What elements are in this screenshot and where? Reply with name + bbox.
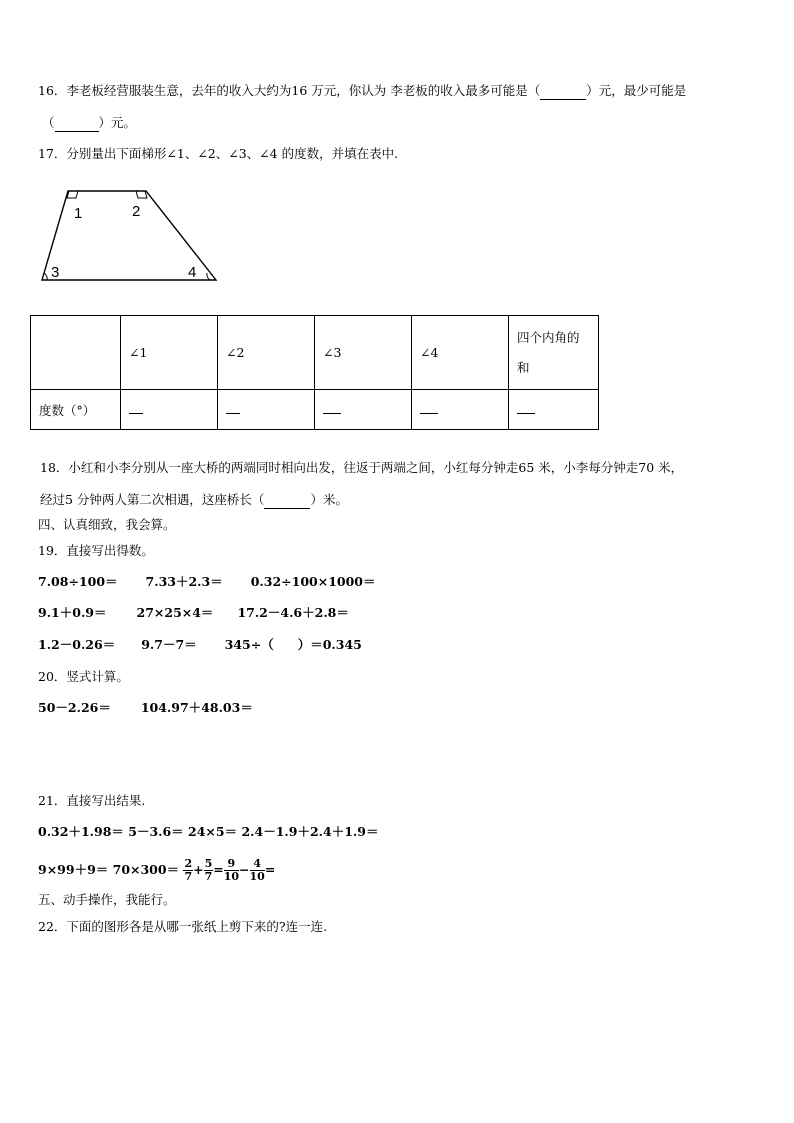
angle-label-4: 4 xyxy=(188,264,197,281)
plus-sign: + xyxy=(193,862,204,877)
q16-line1 xyxy=(38,83,686,100)
header-angle-sum xyxy=(509,316,599,390)
header-angle-2: ∠2 xyxy=(218,316,315,390)
minus-sign: − xyxy=(239,862,250,877)
section-4-heading: 四、认真细致，我会算。 xyxy=(38,517,176,532)
header-angle-4: ∠4 xyxy=(412,316,509,390)
fraction-2-7 xyxy=(183,858,193,883)
q18-line1: 18．小红和小李分别从一座大桥的两端同时相向出发，往返于两端之间，小红每分钟走65 米，小李每分钟走70 米， xyxy=(40,460,684,475)
q19-item-5: 27×25×4＝ xyxy=(136,605,214,620)
q16-line2 xyxy=(42,115,136,132)
angle-table xyxy=(30,315,599,430)
row-label-degrees: 度数（°） xyxy=(31,390,121,430)
header-sum-line1: 四个内角的 xyxy=(517,329,580,345)
frac2-num: 5 xyxy=(204,857,213,870)
frac3-den: 10 xyxy=(223,870,240,883)
q16-blank-max[interactable] xyxy=(540,83,586,100)
q19-item-8: 9.7－7＝ xyxy=(141,637,197,652)
q21-title: 21．直接写出结果. xyxy=(38,793,146,808)
q19-row3 xyxy=(38,637,362,653)
fraction-5-7 xyxy=(204,858,214,883)
q19-item-6: 17.2－4.6＋2.8＝ xyxy=(237,605,349,620)
trapezoid-figure xyxy=(36,185,221,285)
q21-row2-text: 9×99＋9＝ 70×300＝ xyxy=(38,862,180,877)
frac4-num: 4 xyxy=(250,858,265,871)
fraction-4-10 xyxy=(250,858,265,883)
angle-table-degree-row xyxy=(31,390,599,430)
q19-item-4: 9.1＋0.9＝ xyxy=(38,605,107,620)
fraction-9-10 xyxy=(224,858,239,883)
q20-item-2: 104.97＋48.03＝ xyxy=(140,700,253,715)
equals-sign-1: = xyxy=(213,862,224,877)
frac4-den: 10 xyxy=(249,870,265,883)
equals-sign-2: = xyxy=(264,862,276,877)
q19-item-9-b: ）＝0.345 xyxy=(297,637,362,652)
q19-row1 xyxy=(38,574,376,590)
q18-text-b: ）米。 xyxy=(310,492,348,507)
q18-text-a: 经过5 分钟两人第二次相遇，这座桥长（ xyxy=(40,492,265,507)
header-angle-3: ∠3 xyxy=(315,316,412,390)
q16-text-c: ）元。 xyxy=(98,115,137,130)
q19-item-1: 7.08÷100＝ xyxy=(38,574,118,589)
header-empty xyxy=(31,316,121,390)
header-sum-line2: 和 xyxy=(517,359,530,375)
frac1-den: 7 xyxy=(184,870,193,883)
frac3-num: 9 xyxy=(224,858,239,871)
section-5-heading: 五、动手操作，我能行。 xyxy=(38,892,176,907)
q19-title: 19．直接写出得数。 xyxy=(38,543,154,558)
q20-title: 20．竖式计算。 xyxy=(38,669,129,684)
q17-prompt: 17．分别量出下面梯形∠1、∠2、∠3、∠4 的度数，并填在表中. xyxy=(38,146,399,161)
q20-row xyxy=(38,700,253,716)
q22-prompt: 22．下面的图形各是从哪一张纸上剪下来的?连一连. xyxy=(38,919,328,934)
q16-text-b: ）元，最少可能是 xyxy=(586,83,687,98)
q21-row1: 0.32＋1.98＝ 5－3.6＝ 24×5＝ 2.4－1.9＋2.4＋1.9＝ xyxy=(38,824,379,839)
angle-label-2: 2 xyxy=(132,203,141,220)
angle-table-header-row xyxy=(31,316,599,390)
q19-item-2: 7.33＋2.3＝ xyxy=(145,574,223,589)
angle-label-3: 3 xyxy=(51,264,60,281)
q19-item-7: 1.2－0.26＝ xyxy=(38,637,116,652)
q18-blank-length[interactable] xyxy=(264,492,310,509)
q16-blank-min[interactable] xyxy=(55,115,99,132)
answer-angle-3[interactable] xyxy=(315,390,412,430)
q16-paren-open: （ xyxy=(42,115,55,130)
q19-item-9-a: 345÷（ xyxy=(224,637,274,652)
answer-angle-2[interactable] xyxy=(218,390,315,430)
answer-angle-1[interactable] xyxy=(121,390,218,430)
angle-label-1: 1 xyxy=(74,205,83,222)
q19-item-3: 0.32÷100×1000＝ xyxy=(250,574,376,589)
frac1-num: 2 xyxy=(184,857,193,870)
answer-angle-4[interactable] xyxy=(412,390,509,430)
header-angle-1: ∠1 xyxy=(121,316,218,390)
answer-angle-sum[interactable] xyxy=(509,390,599,430)
q19-row2 xyxy=(38,605,349,621)
q20-item-1: 50－2.26＝ xyxy=(38,700,111,715)
frac2-den: 7 xyxy=(204,870,213,883)
q18-line2 xyxy=(40,492,348,509)
q16-text-a: 16．李老板经营服装生意，去年的收入大约为16 万元，你认为 李老板的收入最多可能是（ xyxy=(38,83,541,98)
q21-row2 xyxy=(38,855,275,885)
